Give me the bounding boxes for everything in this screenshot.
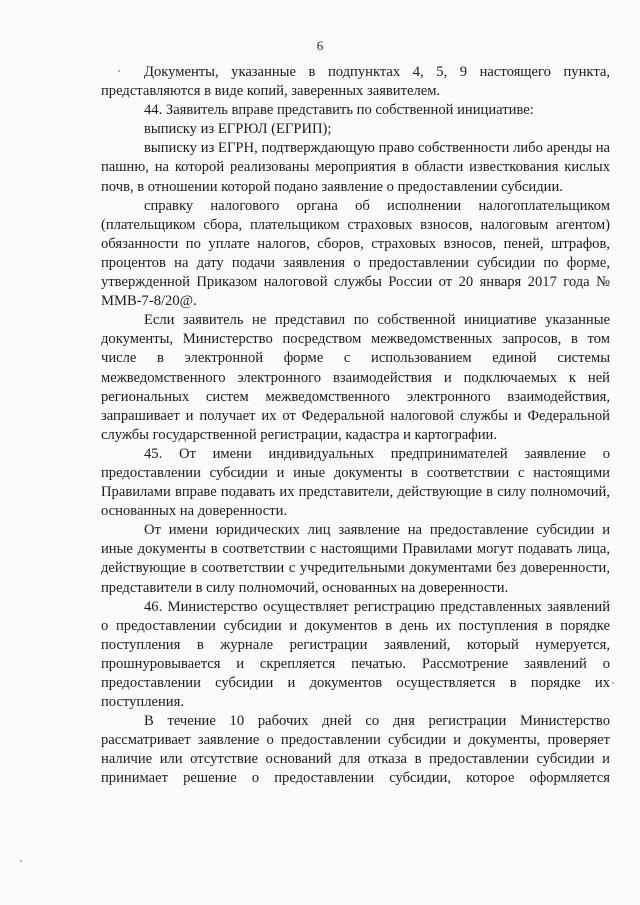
paragraph-legal-entities: От имени юридических лиц заявление на предоставление субсидии и иные документы в соответствии с настоящими Правилами могут подавать лица, действующие в соответствии с учредительными документами без доверенности, представители в силу полномочий, основанных на доверенности.	[101, 522, 610, 596]
scan-speck	[20, 860, 22, 862]
paragraph-44-heading: 44. Заявитель вправе представить по собственной инициативе:	[144, 102, 534, 119]
paragraph-tax-certificate: справку налогового органа об исполнении налогоплательщиком (плательщиком сбора, плательщиком страховых взносов, налоговым агентом) обязанности по уплате налогов, сборов, страховых взносов, пеней, штрафов, процентов на дату подачи заявления о предоставлении субсидии по форме, утвержденной Приказом налоговой службы России от 20 января 2017 года № ММВ-7-8/20@.	[101, 197, 610, 310]
paragraph-interagency-requests: Если заявитель не представил по собственной инициативе указанные документы, Министерство посредством межведомственных запросов, в том числе в электронной форме с использованием единой системы межведомственного электронного взаимодействия и подключаемых к ней региональных систем межведомственного электронного взаимодействия, запрашивает и получает их от Федеральной налоговой службы и Федеральной службы государственной регистрации, кадастра и картографии.	[101, 312, 610, 443]
scan-speck	[612, 682, 614, 684]
scan-speck	[118, 70, 120, 72]
document-body	[101, 63, 610, 789]
paragraph-review-period: В течение 10 рабочих дней со дня регистрации Министерство рассматривает заявление о предоставлении субсидии и документы, проверяет наличие или отсутствие оснований для отказа в предоставлении субсидии и принимает решение о предоставлении субсидии, которое оформляется	[101, 713, 610, 787]
paragraph-46-registration: 46. Министерство осуществляет регистрацию представленных заявлений о предоставлении субсидии и документов в день их поступления в порядке поступления в журнале регистрации заявлений, который нумеруется, прошнуровывается и скрепляется печатью. Рассмотрение заявлений о предоставлении субсидии и документов осуществляется в порядке их поступления.	[101, 598, 610, 711]
paragraph-45-entrepreneurs: 45. От имени индивидуальных предпринимателей заявление о предоставлении субсидии и иные документы в соответствии с настоящими Правилами вправе подавать их представители, действующие в силу полномочий, основанных на доверенности.	[101, 445, 610, 520]
page-number: 6	[316, 38, 324, 53]
paragraph-egrn-extract: выписку из ЕГРН, подтверждающую право собственности либо аренды на пашню, на которой реализованы мероприятия в области известкования кислых почв, в отношении которой подано заявление о предоставлении субсидии.	[101, 140, 610, 195]
paragraph-documents-copies: Документы, указанные в подпунктах 4, 5, 9 настоящего пункта, представляются в виде копий, заверенных заявителем.	[101, 64, 610, 100]
paragraph-egrul-extract: выписку из ЕГРЮЛ (ЕГРИП);	[144, 121, 332, 138]
